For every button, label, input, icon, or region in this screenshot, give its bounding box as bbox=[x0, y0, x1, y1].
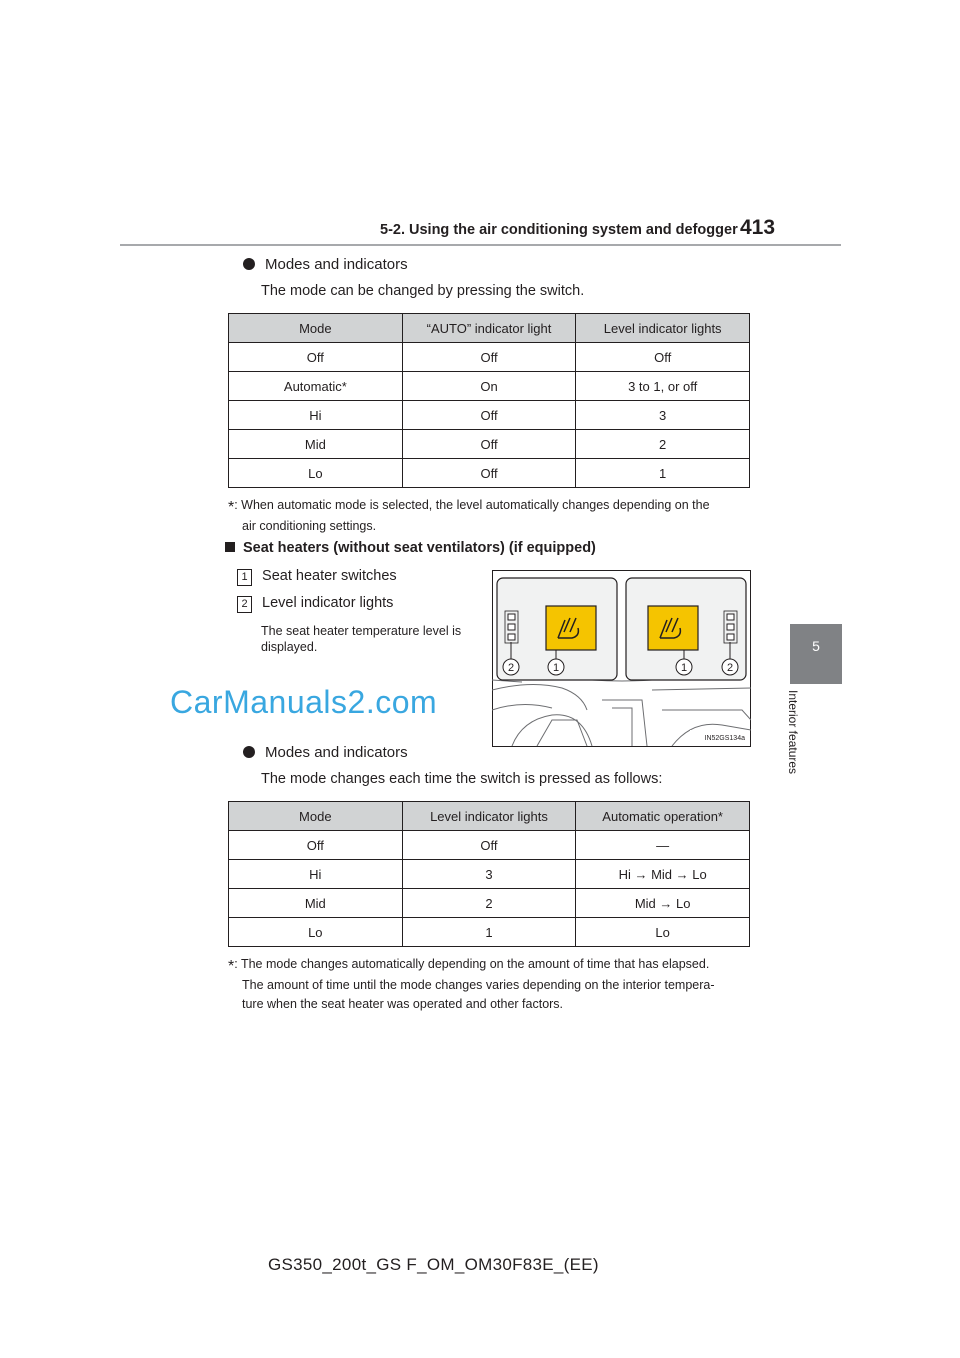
table-header-cell: Mode bbox=[229, 314, 403, 343]
table-cell: Lo bbox=[576, 918, 750, 947]
footnote-2-line2: The amount of time until the mode changes varies depending on the interior tempera- bbox=[242, 978, 715, 992]
watermark: CarManuals2.com bbox=[170, 684, 438, 720]
asterisk-icon: * bbox=[228, 499, 235, 516]
header-rule bbox=[120, 244, 841, 246]
table-cell: Hi → Mid → Lo bbox=[576, 860, 750, 889]
seat-heaters-heading bbox=[225, 540, 596, 556]
item-2-description: The seat heater temperature level is displayed. bbox=[261, 624, 462, 654]
footnote-1 bbox=[228, 496, 758, 536]
table-row bbox=[229, 459, 750, 488]
table-header-cell: Mode bbox=[229, 802, 403, 831]
table-header-cell: Automatic operation* bbox=[576, 802, 750, 831]
asterisk-icon: * bbox=[228, 958, 235, 975]
table-cell: Off bbox=[229, 343, 403, 372]
modes-table-1 bbox=[228, 313, 750, 488]
table-row bbox=[229, 918, 750, 947]
table-cell: On bbox=[402, 372, 576, 401]
chapter-label: Interior features bbox=[786, 690, 800, 775]
table-cell: Automatic* bbox=[229, 372, 403, 401]
chapter-number: 5 bbox=[812, 638, 820, 654]
table-row bbox=[229, 343, 750, 372]
footnote-2-line3: ture when the seat heater was operated and other factors. bbox=[242, 997, 564, 1011]
table-cell: 3 bbox=[576, 401, 750, 430]
table-header-row bbox=[229, 314, 750, 343]
figure-callout: 2 bbox=[726, 662, 734, 674]
table-header-row bbox=[229, 802, 750, 831]
table-cell: 3 to 1, or off bbox=[576, 372, 750, 401]
table-row bbox=[229, 372, 750, 401]
table-cell: 3 bbox=[402, 860, 576, 889]
footnote-1-line1: : When automatic mode is selected, the level automatically changes depending on the bbox=[234, 498, 710, 512]
modes-bullet-2 bbox=[243, 744, 408, 761]
table-cell: Hi bbox=[229, 401, 403, 430]
modes-table-2 bbox=[228, 801, 750, 947]
table-cell: Off bbox=[402, 831, 576, 860]
footnote-2 bbox=[228, 955, 758, 1014]
callout-number-1: 1 bbox=[237, 569, 252, 586]
table-cell: 1 bbox=[402, 918, 576, 947]
page-number: 413 bbox=[740, 216, 776, 239]
bullet-text: Modes and indicators bbox=[265, 744, 408, 761]
table-cell: Hi bbox=[229, 860, 403, 889]
table-cell: — bbox=[576, 831, 750, 860]
modes-bullet-1 bbox=[243, 256, 408, 273]
table-cell: Off bbox=[229, 831, 403, 860]
table-cell: Off bbox=[402, 401, 576, 430]
figure-callout: 1 bbox=[552, 662, 560, 674]
table-cell: Off bbox=[402, 343, 576, 372]
table-cell: 1 bbox=[576, 459, 750, 488]
table-header-cell: Level indicator lights bbox=[402, 802, 576, 831]
callout-number-2: 2 bbox=[237, 596, 252, 613]
seat-heater-figure bbox=[492, 570, 751, 747]
figure-callout: 2 bbox=[507, 662, 515, 674]
table-header-cell: Level indicator lights bbox=[576, 314, 750, 343]
section-title: 5-2. Using the air conditioning system and defogger bbox=[380, 222, 738, 238]
chapter-tab bbox=[790, 624, 842, 684]
bullet-dot-icon bbox=[243, 258, 255, 270]
table-row bbox=[229, 831, 750, 860]
chapter-label-wrap bbox=[786, 690, 802, 800]
table-cell: Off bbox=[402, 430, 576, 459]
square-bullet-icon bbox=[225, 542, 235, 552]
table-cell: Mid bbox=[229, 430, 403, 459]
table-row bbox=[229, 401, 750, 430]
item-2 bbox=[237, 595, 393, 613]
modes-description-2: The mode changes each time the switch is pressed as follows: bbox=[261, 771, 663, 787]
table-cell: Off bbox=[402, 459, 576, 488]
table-cell: 2 bbox=[576, 430, 750, 459]
modes-description-1: The mode can be changed by pressing the switch. bbox=[261, 283, 585, 299]
table-cell: 2 bbox=[402, 889, 576, 918]
table-cell: Mid → Lo bbox=[576, 889, 750, 918]
footnote-1-line2: air conditioning settings. bbox=[242, 519, 377, 533]
bullet-text: Modes and indicators bbox=[265, 256, 408, 273]
item-2-label: Level indicator lights bbox=[262, 595, 394, 611]
table-cell: Lo bbox=[229, 459, 403, 488]
item-1-label: Seat heater switches bbox=[262, 568, 397, 584]
table-cell: Off bbox=[576, 343, 750, 372]
table-cell: Mid bbox=[229, 889, 403, 918]
table-row bbox=[229, 889, 750, 918]
table-row bbox=[229, 860, 750, 889]
seat-heaters-heading-text: Seat heaters (without seat ventilators) (if equipped) bbox=[243, 540, 596, 556]
table-row bbox=[229, 430, 750, 459]
item-1 bbox=[237, 568, 397, 586]
figure-callout: 1 bbox=[680, 662, 688, 674]
bullet-dot-icon bbox=[243, 746, 255, 758]
figure-code: IN52GS134a bbox=[704, 735, 745, 742]
footnote-2-line1: : The mode changes automatically depending on the amount of time that has elapsed. bbox=[234, 957, 710, 971]
table-header-cell: “AUTO” indicator light bbox=[402, 314, 576, 343]
document-code: GS350_200t_GS F_OM_OM30F83E_(EE) bbox=[268, 1255, 599, 1274]
table-cell: Lo bbox=[229, 918, 403, 947]
